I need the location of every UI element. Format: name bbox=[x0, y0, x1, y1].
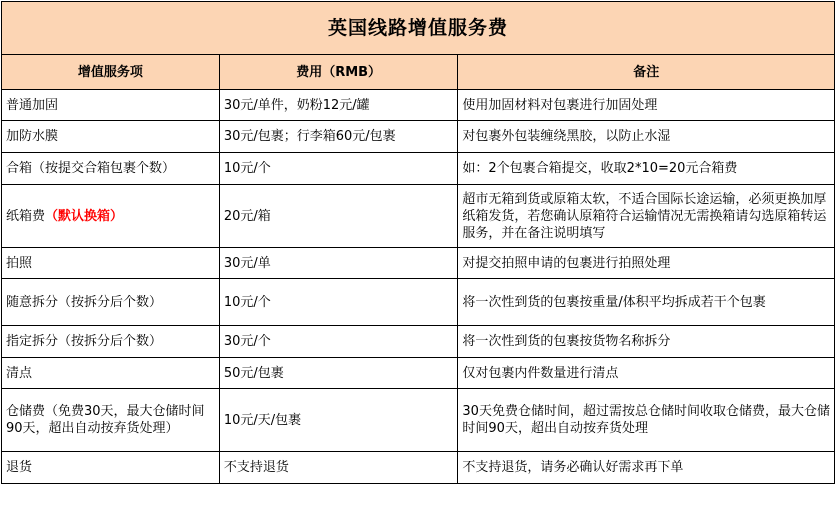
service-cell bbox=[2, 185, 220, 248]
fee-cell: 30元/包裹；行李箱60元/包裹 bbox=[219, 121, 458, 153]
service-label: 纸箱费 bbox=[6, 208, 46, 224]
fee-table bbox=[1, 1, 835, 484]
note-cell: 对提交拍照申请的包裹进行拍照处理 bbox=[458, 248, 835, 279]
service-cell: 合箱（按提交合箱包裹个数） bbox=[2, 153, 220, 185]
fee-cell: 10元/天/包裹 bbox=[219, 389, 458, 452]
table-row bbox=[2, 153, 835, 185]
fee-cell: 不支持退货 bbox=[219, 452, 458, 484]
table-row bbox=[2, 248, 835, 279]
service-cell: 仓储费（免费30天，最大仓储时间90天，超出自动按弃货处理） bbox=[2, 389, 220, 452]
note-cell: 将一次性到货的包裹按货物名称拆分 bbox=[458, 326, 835, 358]
fee-cell: 30元/单 bbox=[219, 248, 458, 279]
service-cell: 退货 bbox=[2, 452, 220, 484]
header-row bbox=[2, 55, 835, 90]
table-row bbox=[2, 121, 835, 153]
note-cell: 仅对包裹内件数量进行清点 bbox=[458, 358, 835, 389]
table-row bbox=[2, 326, 835, 358]
header-fee: 费用（RMB） bbox=[219, 55, 458, 90]
table-row bbox=[2, 358, 835, 389]
service-cell: 清点 bbox=[2, 358, 220, 389]
fee-sheet bbox=[1, 1, 835, 484]
fee-cell: 20元/箱 bbox=[219, 185, 458, 248]
table-row bbox=[2, 185, 835, 248]
table-row bbox=[2, 452, 835, 484]
note-cell: 超市无箱到货或原箱太软，不适合国际长途运输，必须更换加厚纸箱发货，若您确认原箱符合运输情况无需换箱请勾选原箱转运服务，并在备注说明填写 bbox=[458, 185, 835, 248]
service-cell: 随意拆分（按拆分后个数） bbox=[2, 279, 220, 326]
fee-cell: 30元/单件，奶粉12元/罐 bbox=[219, 90, 458, 121]
header-service: 增值服务项 bbox=[2, 55, 220, 90]
header-note: 备注 bbox=[458, 55, 835, 90]
note-cell: 将一次性到货的包裹按重量/体积平均拆成若干个包裹 bbox=[458, 279, 835, 326]
note-cell: 不支持退货，请务必确认好需求再下单 bbox=[458, 452, 835, 484]
fee-cell: 50元/包裹 bbox=[219, 358, 458, 389]
default-box-highlight: （默认换箱） bbox=[45, 208, 124, 224]
service-cell: 指定拆分（按拆分后个数） bbox=[2, 326, 220, 358]
service-cell: 普通加固 bbox=[2, 90, 220, 121]
note-cell: 对包裹外包装缠绕黑胶，以防止水湿 bbox=[458, 121, 835, 153]
fee-cell: 30元/个 bbox=[219, 326, 458, 358]
table-row bbox=[2, 90, 835, 121]
fee-cell: 10元/个 bbox=[219, 279, 458, 326]
fee-cell: 10元/个 bbox=[219, 153, 458, 185]
title-row bbox=[2, 2, 835, 55]
service-cell: 加防水膜 bbox=[2, 121, 220, 153]
table-row bbox=[2, 279, 835, 326]
table-title: 英国线路增值服务费 bbox=[2, 2, 835, 55]
note-cell: 使用加固材料对包裹进行加固处理 bbox=[458, 90, 835, 121]
service-cell: 拍照 bbox=[2, 248, 220, 279]
table-row bbox=[2, 389, 835, 452]
note-cell: 30天免费仓储时间，超过需按总仓储时间收取仓储费，最大仓储时间90天，超出自动按弃货处理 bbox=[458, 389, 835, 452]
note-cell: 如：2个包裹合箱提交，收取2*10=20元合箱费 bbox=[458, 153, 835, 185]
